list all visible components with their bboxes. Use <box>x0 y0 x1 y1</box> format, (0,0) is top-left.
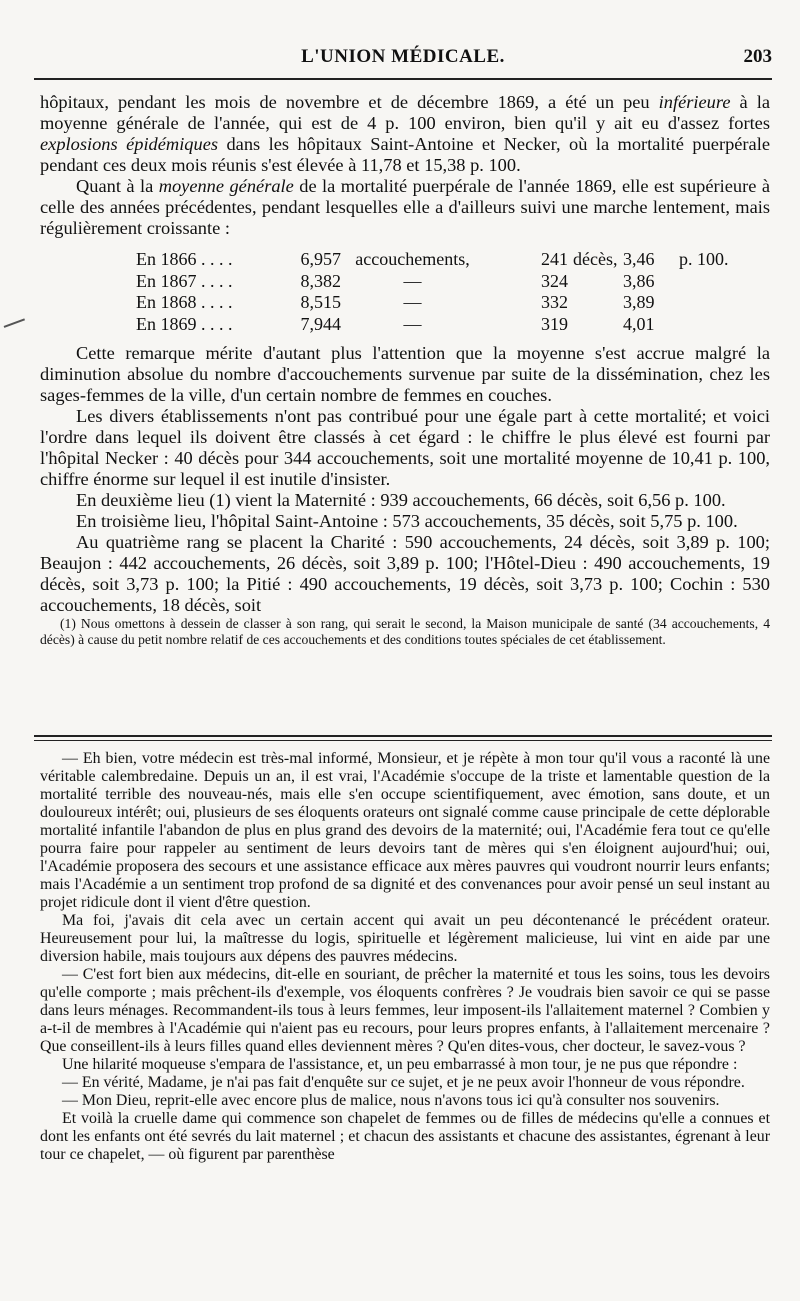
table-year-cell: En 1866 . . . . <box>136 249 233 269</box>
table-births-cell: 8,515 <box>300 292 341 312</box>
feuilleton-paragraph: — Mon Dieu, reprit-elle avec encore plus de malice, nous n'avons tous ici qu'à consulter nos souvenirs. <box>62 1092 720 1109</box>
text-run: dans les hôpitaux Saint-Antoine et Necker, où la mortalité puerpérale pendant ces deux mois réunis s'est élevée à 11,78 et 15,38 p. 100. <box>40 134 770 175</box>
table-label-cell: — <box>403 313 422 334</box>
table-year-cell: En 1867 . . . . <box>136 270 233 291</box>
table-rate-cell: 4,01 <box>623 313 655 334</box>
paragraph-remarque: Cette remarque mérite d'autant plus l'attention que la moyenne s'est accrue malgré la diminution absolue du nombre d'accouchements survenue par suite de la dissémination, chez les sages-femmes de la ville, d'un certain nombre de femmes en couches. <box>40 343 770 405</box>
table-deaths-cell: 319 <box>541 313 568 334</box>
table-rate-cell: 3,86 <box>623 270 655 291</box>
feuilleton-paragraph: — C'est fort bien aux médecins, dit-elle en souriant, de prêcher la maternité et tous les soins, tous les devoirs qu'elle comporte ; mais prêchent-ils d'exemple, vos éloquents confrères ? Je voudrais bien savoir ce qui se passe dans leurs ménages. Recommandent-ils tous à leurs femmes, leur imposent-ils l'allaitement maternel ? Combien y a-t-il de membres à l'Académie qui n'aient pas eu recours, pour leurs propres enfants, à l'allaitement mercenaire ? Que conseillent-ils à leurs filles quand elles deviennent mères ? Qu'en dites-vous, cher docteur, le savez-vous ? <box>40 966 770 1055</box>
table-rate-cell: 3,89 <box>623 292 655 312</box>
feuilleton-paragraph: Et voilà la cruelle dame qui commence son chapelet de femmes ou de filles de médecins qu'elle a connues et dont les enfants ont été sevrés du lait maternel ; et chacun des assistants et chacune des assistantes, égrenant à leur tour ce chapelet, — où figurent par parenthèse <box>40 1110 770 1163</box>
text-run: Quant à la <box>76 176 159 196</box>
table-deaths-label-cell <box>573 292 623 314</box>
text-run: à la moyenne générale de l'année, qui est de 4 p. 100 environ, bien qu'il y ait eu d'assez fortes <box>40 92 770 133</box>
table-row <box>136 314 729 336</box>
table-row <box>136 249 729 271</box>
table-deaths-cell: 324 <box>541 270 568 291</box>
mortality-table <box>136 249 729 335</box>
footnote: (1) Nous omettons à dessein de classer à son rang, qui serait le second, la Maison municipale de santé (34 accouchements, 4 décès) à cause du petit nombre relatif de ces accouchements et des conditions toutes spéciales de cet établissement. <box>40 616 770 647</box>
paragraph-troisieme: En troisième lieu, l'hôpital Saint-Antoine : 573 accouchements, 35 décès, soit 5,75 p. 100. <box>76 511 738 531</box>
feuilleton-section <box>40 750 770 1164</box>
table-deaths-label-cell: décès, <box>573 249 618 269</box>
section-rule-thin <box>34 740 772 741</box>
table-unit-cell <box>679 292 729 314</box>
table-deaths-label-cell <box>573 271 623 293</box>
paragraph-quatrieme: Au quatrième rang se placent la Charité : 590 accouchements, 24 décès, soit 3,89 p. 100; Beaujon : 442 accouchements, 26 décès, soit 3,89 p. 100; l'Hôtel-Dieu : 490 accouchements, 19 décès, soit 3,73 p. 100; la Pitié : 490 accouchements, 19 décès, soit 3,73 p. 100; Cochin : 530 accouchements, 18 décès, soit <box>40 532 770 615</box>
italic-run: inférieure <box>658 92 731 112</box>
text-run: hôpitaux, pendant les mois de novembre et de décembre 1869, a été un peu <box>40 92 659 112</box>
table-label-cell: accouchements, <box>355 249 470 269</box>
table-rate-cell: 3,46 <box>623 249 655 269</box>
section-rule-thick <box>34 735 772 737</box>
table-deaths-label-cell <box>573 314 623 336</box>
table-label-cell: — <box>403 292 422 312</box>
feuilleton-paragraph: — Eh bien, votre médecin est très-mal informé, Monsieur, et je répète à mon tour qu'il vous a raconté là une véritable calembredaine. Depuis un an, il est vrai, l'Académie s'occupe de la triste et lamentable question de la mortalité terrible des nouveau-nés, mais elle s'en occupe scientifiquement, avec émotion, sans doute, et un douloureux intérêt; oui, plusieurs de ses éloquents orateurs ont signalé comme cause principale de cette déplorable mortalité infantile l'abandon de plus en plus grand des devoirs de la maternité; oui, l'Académie fera tout ce qu'elle pourra faire pour rappeler au sentiment de leurs devoirs tant de mères qui s'en éloignent aujourd'hui; oui, l'Académie proposera des secours et une assistance efficace aux mères pauvres qui voudront nourrir leurs enfants; mais l'Académie a un sentiment trop profond de sa dignité et des convenances pour avoir pensé un seul instant au projet ridicule dont il vient d'être question. <box>40 750 770 911</box>
text-run: de la mortalité puerpérale de l'année 1869, elle est supérieure à celle des années précédentes, pendant lesquelles elle a d'ailleurs suivi une marche lentement, mais régulièrement croissante : <box>40 176 771 238</box>
paragraph-moyenne <box>40 176 770 239</box>
table-year-cell: En 1869 . . . . <box>136 313 233 334</box>
page-number: 203 <box>743 46 772 67</box>
paragraph-deuxieme: En deuxième lieu (1) vient la Maternité : 939 accouchements, 66 décès, soit 6,56 p. 100. <box>76 490 726 510</box>
margin-pencil-mark <box>4 318 27 331</box>
feuilleton-paragraph: Ma foi, j'avais dit cela avec un certain accent qui avait un peu décontenancé le précédent orateur. Heureusement pour lui, la maîtresse du logis, spirituelle et légèrement malicieuse, lui vint en aide par une diversion habile, mais toujours aux dépens des pauvres médecins. <box>40 912 770 965</box>
table-unit-cell <box>679 314 729 336</box>
feuilleton-paragraph: — En vérité, Madame, je n'ai pas fait d'enquête sur ce sujet, et je ne peux avoir l'honneur de vous répondre. <box>62 1074 745 1091</box>
table-unit-cell: p. 100. <box>679 249 729 269</box>
table-unit-cell <box>679 271 729 293</box>
journal-title: L'UNION MÉDICALE. <box>301 46 505 67</box>
table-year-cell: En 1868 . . . . <box>136 292 233 312</box>
italic-run: moyenne générale <box>158 176 294 196</box>
table-label-cell: — <box>403 270 422 291</box>
table-row <box>136 292 729 314</box>
paragraph-etablissements: Les divers établissements n'ont pas contribué pour une égale part à cette mortalité; et voici l'ordre dans lequel ils doivent être classés à cet égard : le chiffre le plus élevé est fourni par l'hôpital Necker : 40 décès pour 344 accouchements, soit une mortalité moyenne de 10,41 p. 100, chiffre énorme sur lequel il est inutile d'insister. <box>40 406 770 489</box>
paragraph-intro <box>40 92 770 176</box>
table-deaths-cell: 332 <box>541 292 568 312</box>
running-header <box>34 46 772 74</box>
table-births-cell: 8,382 <box>300 270 341 291</box>
italic-run: explosions épidémiques <box>40 134 219 154</box>
table-deaths-cell: 241 <box>541 249 568 269</box>
table-births-cell: 7,944 <box>300 313 341 334</box>
table-row <box>136 271 729 293</box>
statistics-section <box>40 92 770 647</box>
feuilleton-paragraph: Une hilarité moqueuse s'empara de l'assistance, et, un peu embarrassé à mon tour, je ne pus que répondre : <box>62 1056 738 1073</box>
table-births-cell: 6,957 <box>300 249 341 269</box>
header-rule <box>34 78 772 80</box>
